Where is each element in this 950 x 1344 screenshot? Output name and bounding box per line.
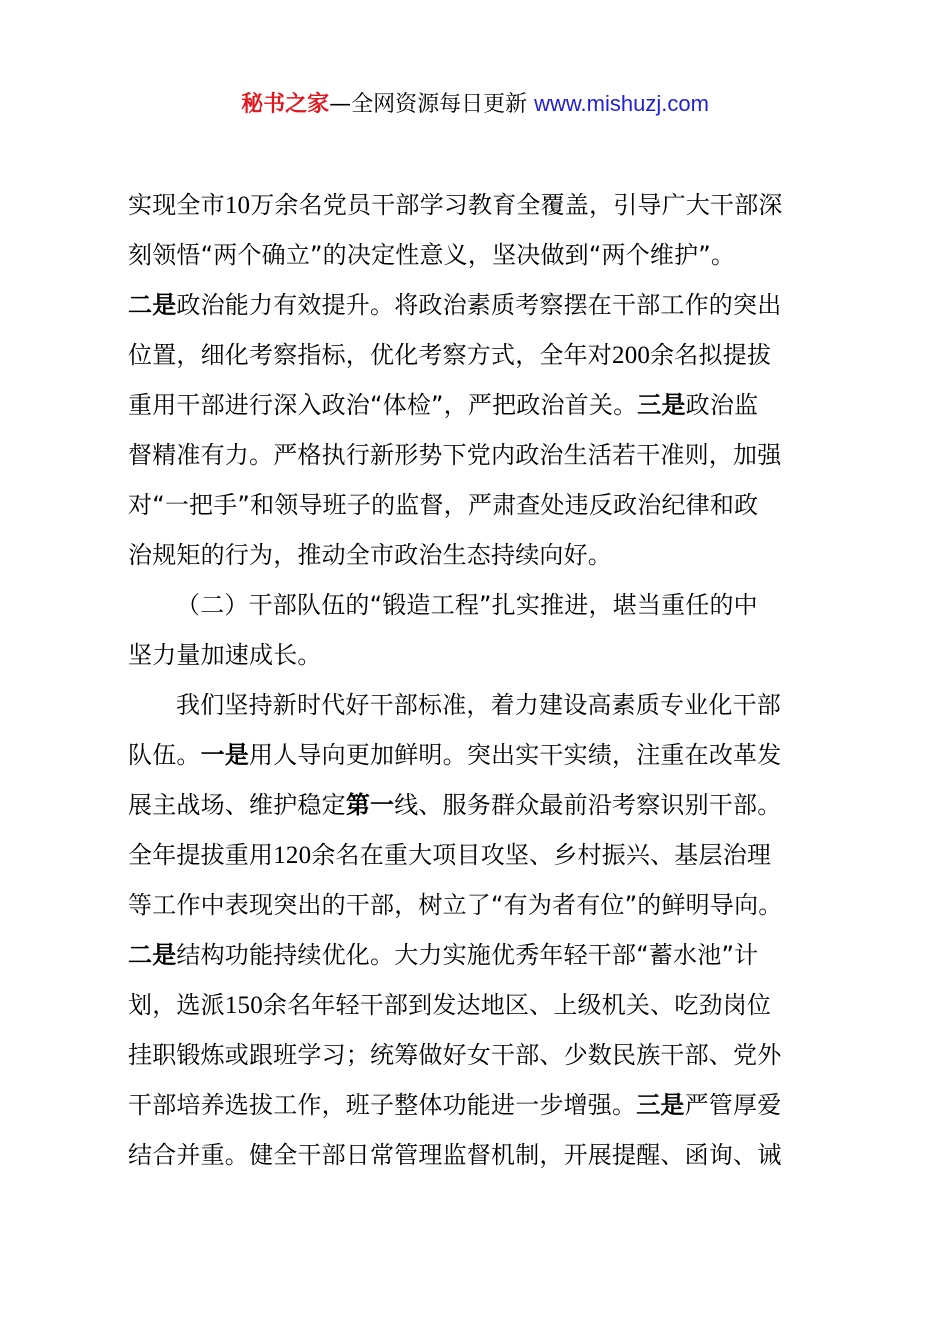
text-line [128, 230, 834, 280]
text-segment: 线、服务群众最前沿考察识别干部。 [394, 791, 782, 819]
text-line [128, 430, 834, 480]
text-segment: 刻领悟“两个确立”的决定性意义，坚决做到“两个维护”。 [128, 241, 736, 269]
text-segment: 用人导向更加鲜明。突出实干实绩，注重在改革发 [249, 741, 782, 769]
text-line [128, 630, 834, 680]
text-line [128, 530, 834, 580]
text-segment: 结合并重。健全干部日常管理监督机制，开展提醒、函询、诫 [128, 1141, 782, 1169]
number: 200 [612, 342, 651, 369]
text-segment: 对“一把手”和领导班子的监督，严肃查处违反政治纪律和政 [128, 491, 759, 519]
text-line [128, 280, 834, 330]
text-segment: 全年提拔重用 [128, 841, 274, 869]
text-segment: 余名在重大项目攻坚、乡村振兴、基层治理 [311, 841, 772, 869]
text-line [128, 830, 834, 880]
number: 10 [224, 192, 251, 219]
text-segment: 挂职锻炼或跟班学习；统筹做好女干部、少数民族干部、党外 [128, 1041, 782, 1069]
text-segment: 政治能力有效提升。将政治素质考察摆在干部工作的突出 [176, 291, 782, 319]
text-segment: 干部培养选拔工作，班子整体功能进一步增强。 [128, 1091, 637, 1119]
text-segment: 我们坚持新时代好干部标准，着力建设高素质专业化干部 [176, 691, 781, 719]
number: 120 [273, 842, 312, 869]
text-segment: 政治监 [685, 391, 759, 419]
page-header [0, 88, 950, 121]
text-segment: （二）干部队伍的“锻造工程”扎实推进，堪当重任的中 [176, 591, 758, 619]
bold-phrase: 二是 [128, 291, 177, 319]
text-line [128, 1030, 834, 1080]
text-line [128, 480, 834, 530]
text-line [128, 1080, 834, 1130]
text-segment: 队伍。 [128, 741, 201, 769]
text-segment: 实现全市 [128, 191, 225, 219]
text-line [128, 330, 834, 380]
text-segment: 治规矩的行为，推动全市政治生态持续向好。 [128, 541, 612, 569]
text-segment: 万余名党员干部学习教育全覆盖，引导广大干部深 [250, 191, 783, 219]
text-line [128, 780, 834, 830]
text-segment: 位置，细化考察指标，优化考察方式，全年对 [128, 341, 612, 369]
text-line [128, 730, 834, 780]
header-tagline: —全网资源每日更新 [329, 92, 535, 117]
number: 150 [224, 992, 263, 1019]
bold-phrase: 二是 [128, 941, 177, 969]
text-line [128, 380, 834, 430]
header-site-link[interactable]: www.mishuzj.com [534, 91, 709, 116]
text-segment: 重用干部进行深入政治“体检”，严把政治首关。 [128, 391, 638, 419]
text-line [128, 930, 834, 980]
text-segment: 严管厚爱 [684, 1091, 782, 1119]
text-segment: 余名拟提拔 [650, 341, 772, 369]
text-segment: 等工作中表现突出的干部，树立了“有为者有位”的鲜明导向。 [128, 891, 783, 919]
text-line [128, 880, 834, 930]
text-line [128, 580, 834, 630]
bold-phrase: 第一 [345, 791, 395, 819]
document-body [128, 180, 834, 1180]
bold-phrase: 一是 [200, 741, 250, 769]
text-segment: 坚力量加速成长。 [128, 641, 322, 669]
bold-phrase: 三是 [636, 1091, 685, 1119]
header-brand: 秘书之家 [241, 92, 330, 117]
text-line [128, 1130, 834, 1180]
text-line [128, 680, 834, 730]
text-segment: 划，选派 [128, 991, 225, 1019]
text-line [128, 980, 834, 1030]
text-segment: 展主战场、维护稳定 [128, 791, 346, 819]
bold-phrase: 三是 [637, 391, 686, 419]
text-segment: 余名年轻干部到发达地区、上级机关、吃劲岗位 [262, 991, 772, 1019]
text-line [128, 180, 834, 230]
text-segment: 结构功能持续优化。大力实施优秀年轻干部“蓄水池”计 [176, 941, 759, 969]
text-segment: 督精准有力。严格执行新形势下党内政治生活若干准则，加强 [128, 441, 782, 469]
